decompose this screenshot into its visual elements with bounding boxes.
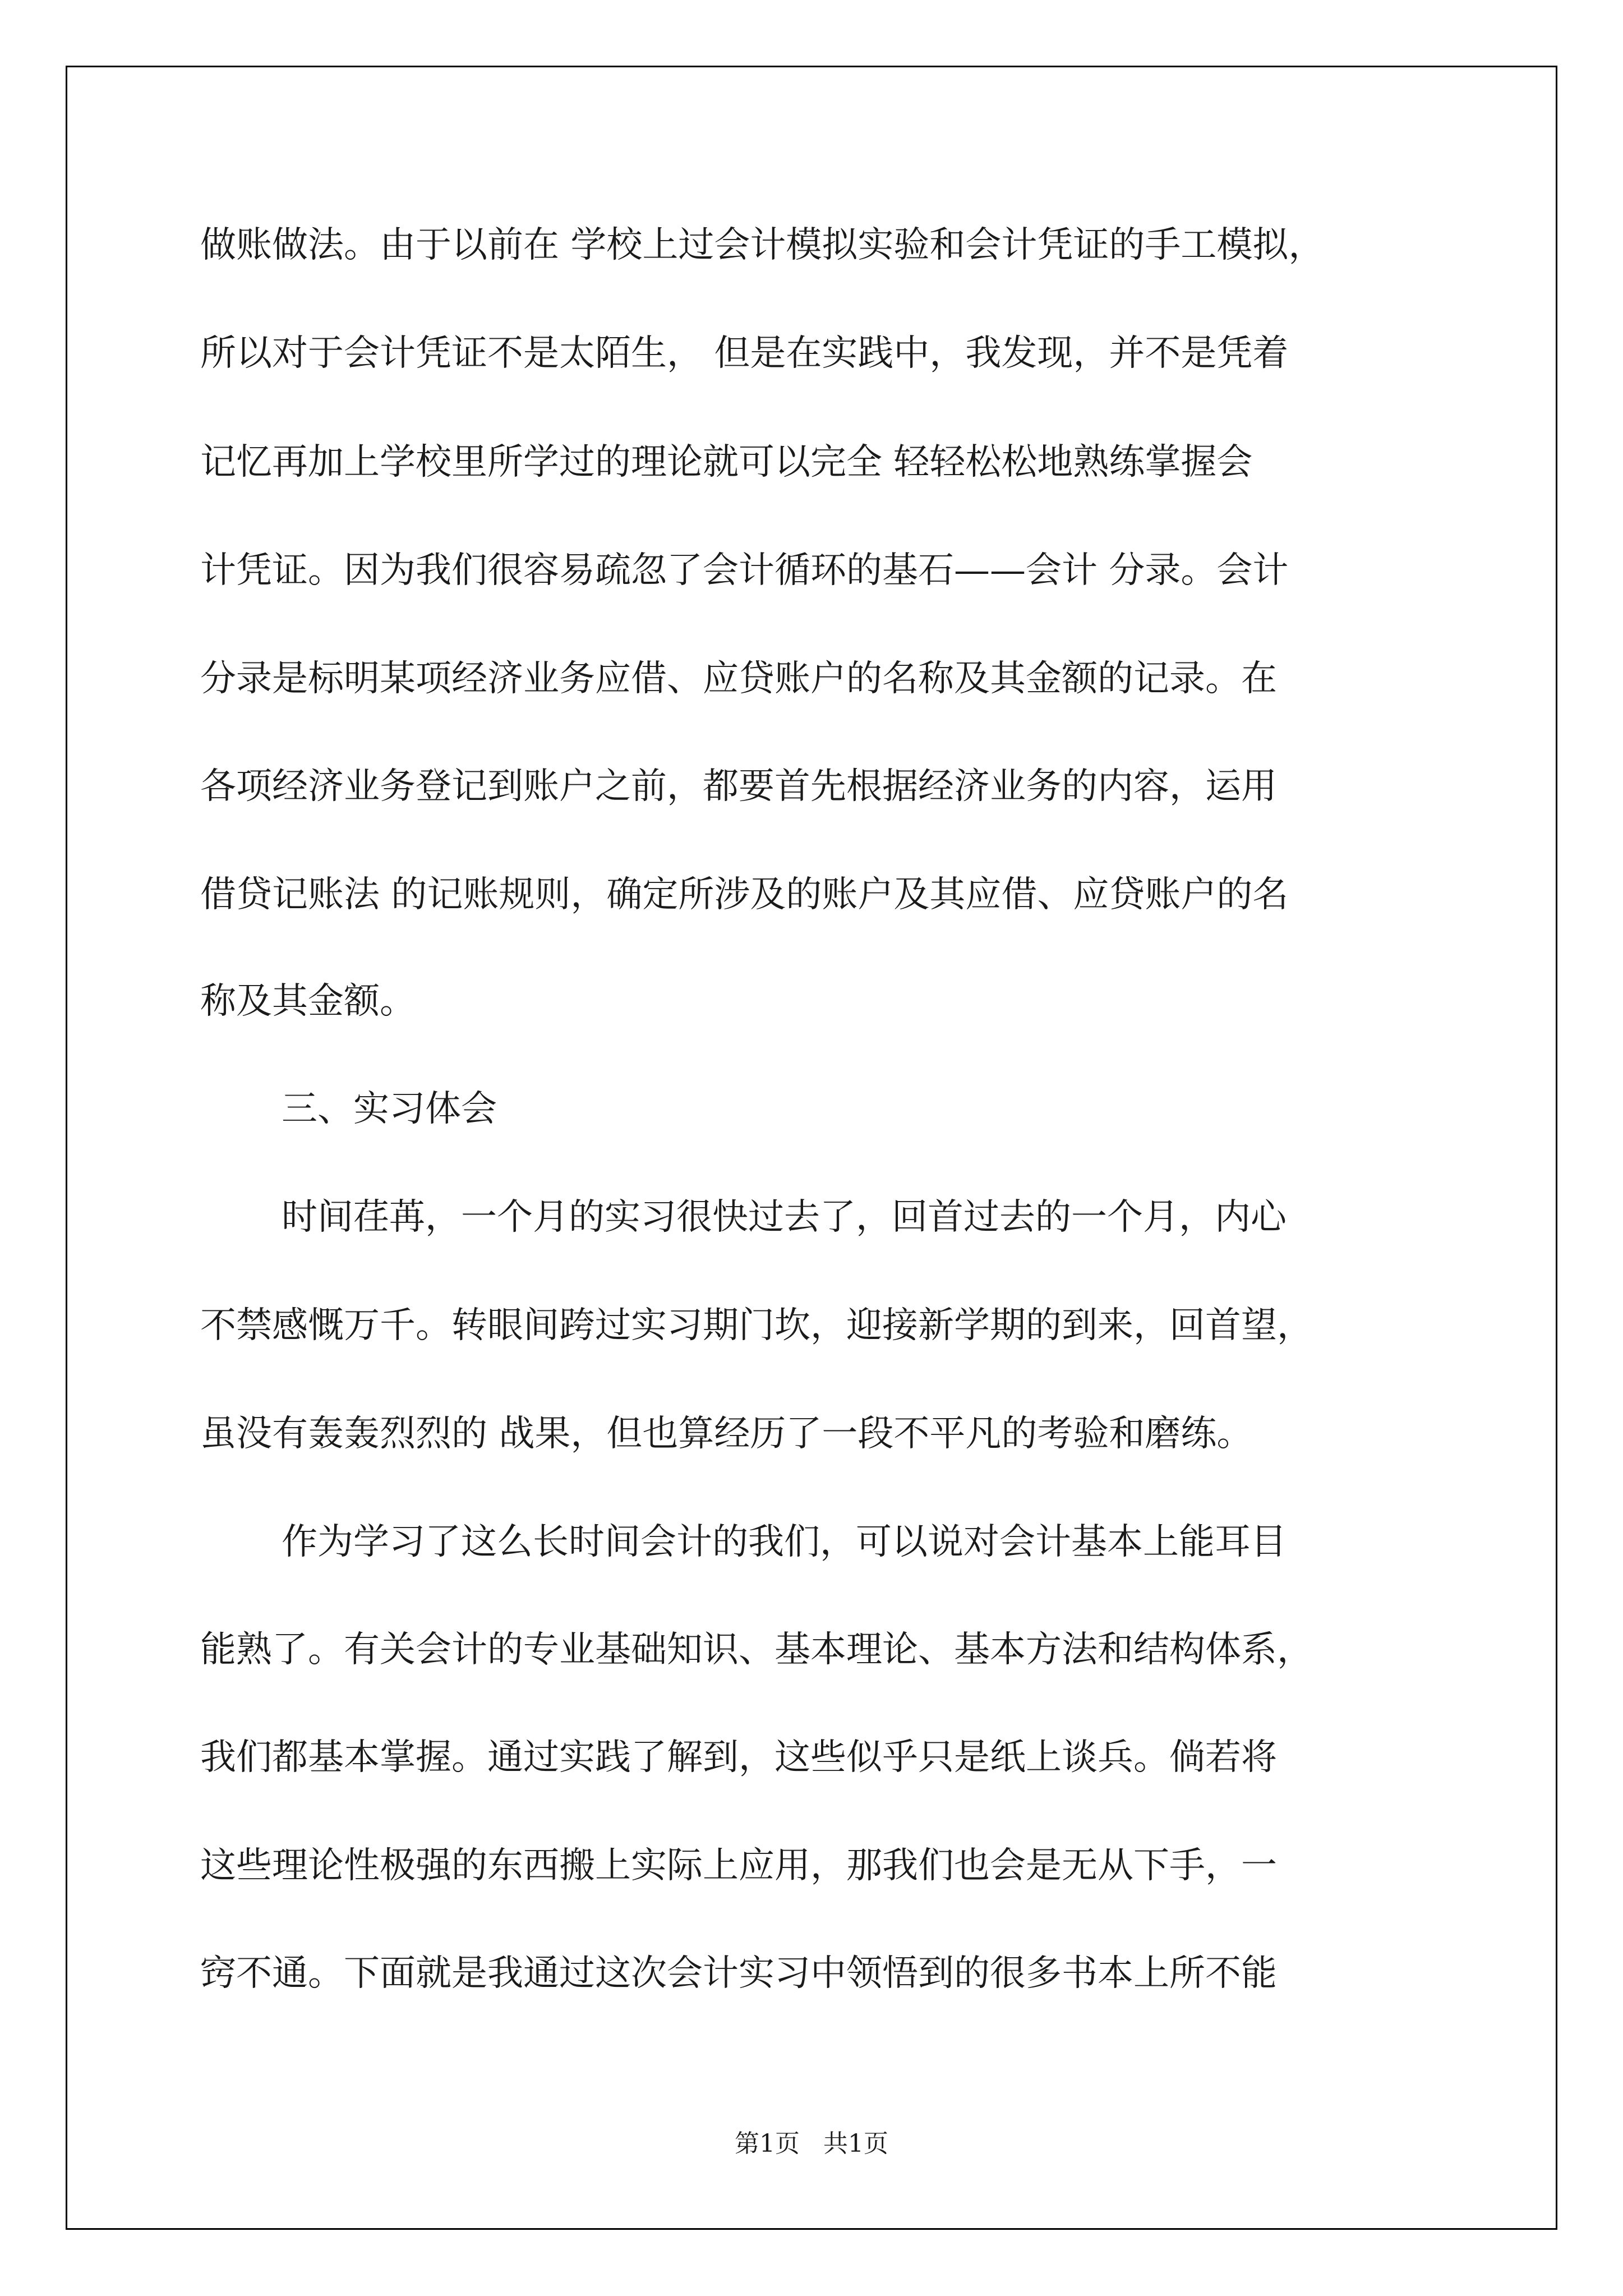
body-text-line: 时间荏苒，一个月的实习很快过去了，回首过去的一个月，内心 <box>282 1197 1287 1238</box>
page-number-footer: 第1页 共1页 <box>735 2129 888 2158</box>
body-text-line: 能熟了。有关会计的专业基础知识、基本理论、基本方法和结构体系， <box>200 1629 1313 1671</box>
body-text-line: 虽没有轰轰烈烈的 战果，但也算经历了一段不平凡的考验和磨练。 <box>200 1413 1253 1455</box>
body-text-line: 我们都基本掌握。通过实践了解到，这些似乎只是纸上谈兵。倘若将 <box>200 1737 1277 1778</box>
body-text-line: 做账做法。由于以前在 学校上过会计模拟实验和会计凭证的手工模拟， <box>200 224 1325 266</box>
body-text-line: 借贷记账法 的记账规则，确定所涉及的账户及其应借、应贷账户的名 <box>200 874 1289 915</box>
body-text-line: 窍不通。下面就是我通过这次会计实习中领悟到的很多书本上所不能 <box>200 1953 1277 1994</box>
section-heading: 三、实习体会 <box>282 1088 497 1130</box>
body-text-line: 计凭证。因为我们很容易疏忽了会计循环的基石——会计 分录。会计 <box>200 550 1289 591</box>
body-text-line: 所以对于会计凭证不是太陌生， 但是在实践中，我发现，并不是凭着 <box>200 333 1289 374</box>
body-text-line: 分录是标明某项经济业务应借、应贷账户的名称及其金额的记录。在 <box>200 658 1277 700</box>
body-text-line: 这些理论性极强的东西搬上实际上应用，那我们也会是无从下手，一 <box>200 1845 1277 1887</box>
page-border <box>66 66 1557 2230</box>
body-text-line: 称及其金额。 <box>200 981 416 1022</box>
body-text-line: 记忆再加上学校里所学过的理论就可以完全 轻轻松松地熟练掌握会 <box>200 441 1253 483</box>
body-text-line: 作为学习了这么长时间会计的我们，可以说对会计基本上能耳目 <box>282 1521 1287 1563</box>
body-text-line: 不禁感慨万千。转眼间跨过实习期门坎，迎接新学期的到来，回首望， <box>200 1305 1313 1346</box>
body-text-line: 各项经济业务登记到账户之前，都要首先根据经济业务的内容，运用 <box>200 766 1277 807</box>
